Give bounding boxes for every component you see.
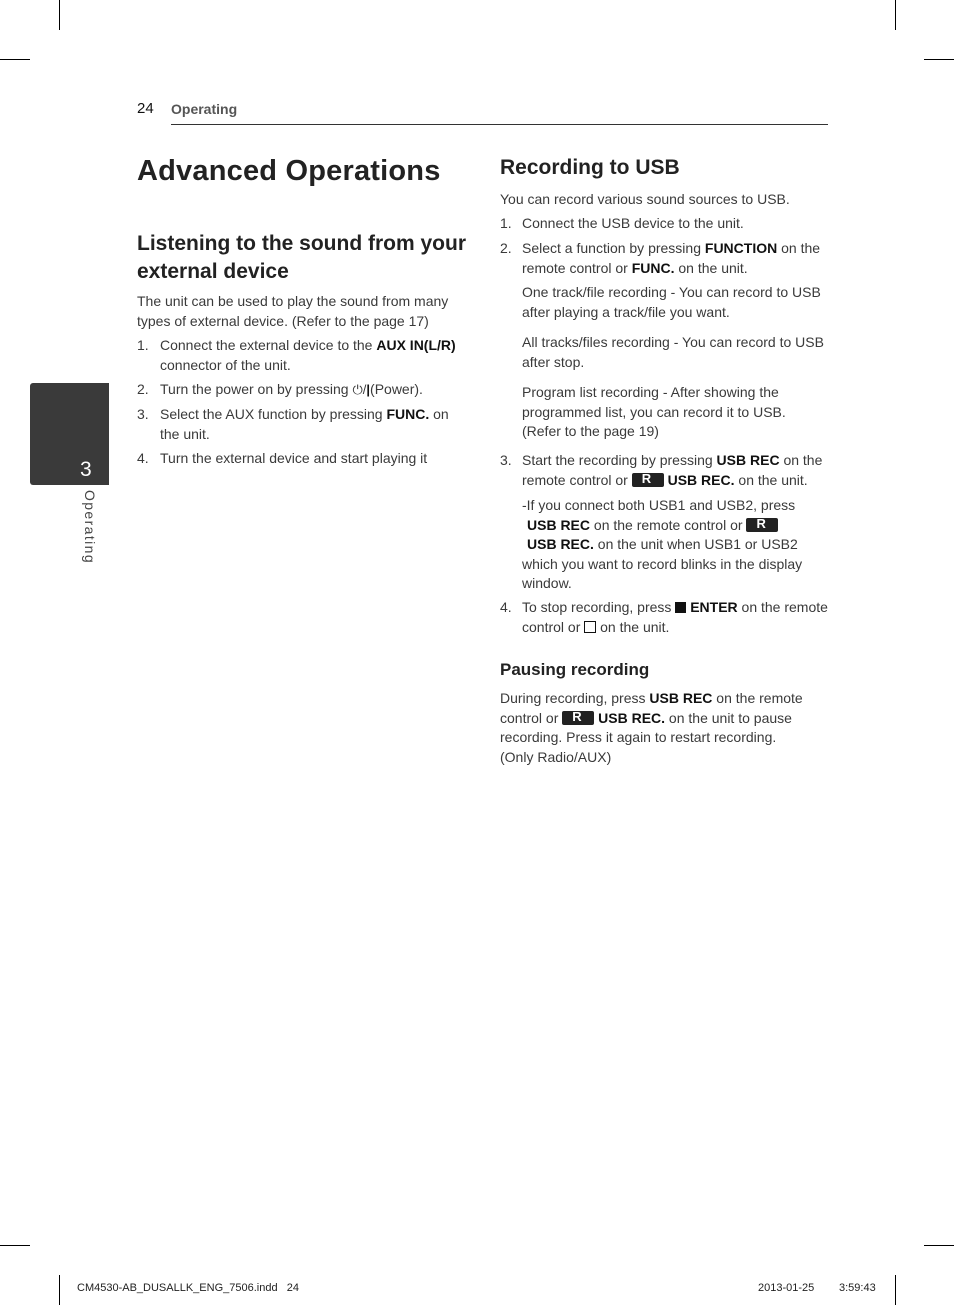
crop-mark [0,59,30,60]
step-number: 2. [500,240,512,256]
rec-button-icon [746,518,778,532]
step-number: 1. [500,215,512,231]
chapter-tab [30,383,109,485]
step-number: 3. [500,452,512,468]
step-text: Select a function by pressing FUNCTION on the remote control or FUNC. on the unit. [522,240,821,276]
step-number: 4. [500,599,512,615]
step-number: 2. [137,381,149,397]
crop-mark [0,1245,30,1246]
intro-paragraph: The unit can be used to play the sound from many types of external device. (Refer to the page 17) [137,293,449,329]
note-paragraph: One track/file recording - You can record to USB after playing a track/file you want. [522,284,821,320]
step-text: To stop recording, press ENTER on the remote control or on the unit. [522,599,828,635]
crop-mark [895,0,896,30]
page-title: Advanced Operations [137,155,441,187]
stop-filled-icon [675,602,686,613]
step-number: 4. [137,450,149,466]
section-heading-recording: Recording to USB [500,156,680,179]
footer-filename: CM4530-AB_DUSALLK_ENG_7506.indd 24 [77,1282,299,1294]
step-text: Connect the external device to the AUX IN(L/R) connector of the unit. [160,337,456,373]
subheading-pausing: Pausing recording [500,660,650,679]
crop-mark [924,1245,954,1246]
stop-outline-icon [584,621,596,633]
intro-paragraph: You can record various sound sources to USB. [500,191,790,207]
footer-date: 2013-01-25 [758,1282,815,1294]
step-number: 3. [137,406,149,422]
step-text: Turn the external device and start playing it [160,450,428,466]
note-paragraph: Program list recording - After showing the programmed list, you can record it to USB. (Refer to the page 19) [522,384,786,439]
note-paragraph: All tracks/files recording - You can record to USB after stop. [522,334,824,370]
crop-mark [924,59,954,60]
page-number: 24 [137,100,154,117]
rec-button-icon [562,711,594,725]
step-text: Connect the USB device to the unit. [522,215,744,231]
chapter-number: 3 [80,458,92,481]
crop-mark [895,1275,896,1305]
chapter-label: Operating [82,489,98,565]
step-text: Select the AUX function by pressing FUNC. on the unit. [160,406,449,442]
pause-paragraph: During recording, press USB REC on the remote control or R USB REC. on the unit to pause recording. Press it again to restart recording. (Only Radio/AUX) [500,689,820,767]
rec-button-icon [632,473,664,487]
step-text: Start the recording by pressing USB REC on the remote control or R USB REC. on the unit. [522,451,832,490]
section-heading-external: Listening to the sound from your external device [137,232,466,283]
step-text: Turn the power on by pressing ⏻/|(Power). [160,380,470,400]
crop-mark [59,0,60,30]
crop-mark [59,1275,60,1305]
note-paragraph: -If you connect both USB1 and USB2, press USB REC on the remote control or R USB REC. on the unit when USB1 or USB2 which you want to record blinks in the display window. [522,496,827,594]
header-divider [171,124,828,125]
footer-time: 3:59:43 [839,1282,876,1294]
power-icon: ⏻/| [352,382,371,397]
step-number: 1. [137,337,149,353]
section-title: Operating [171,101,238,117]
